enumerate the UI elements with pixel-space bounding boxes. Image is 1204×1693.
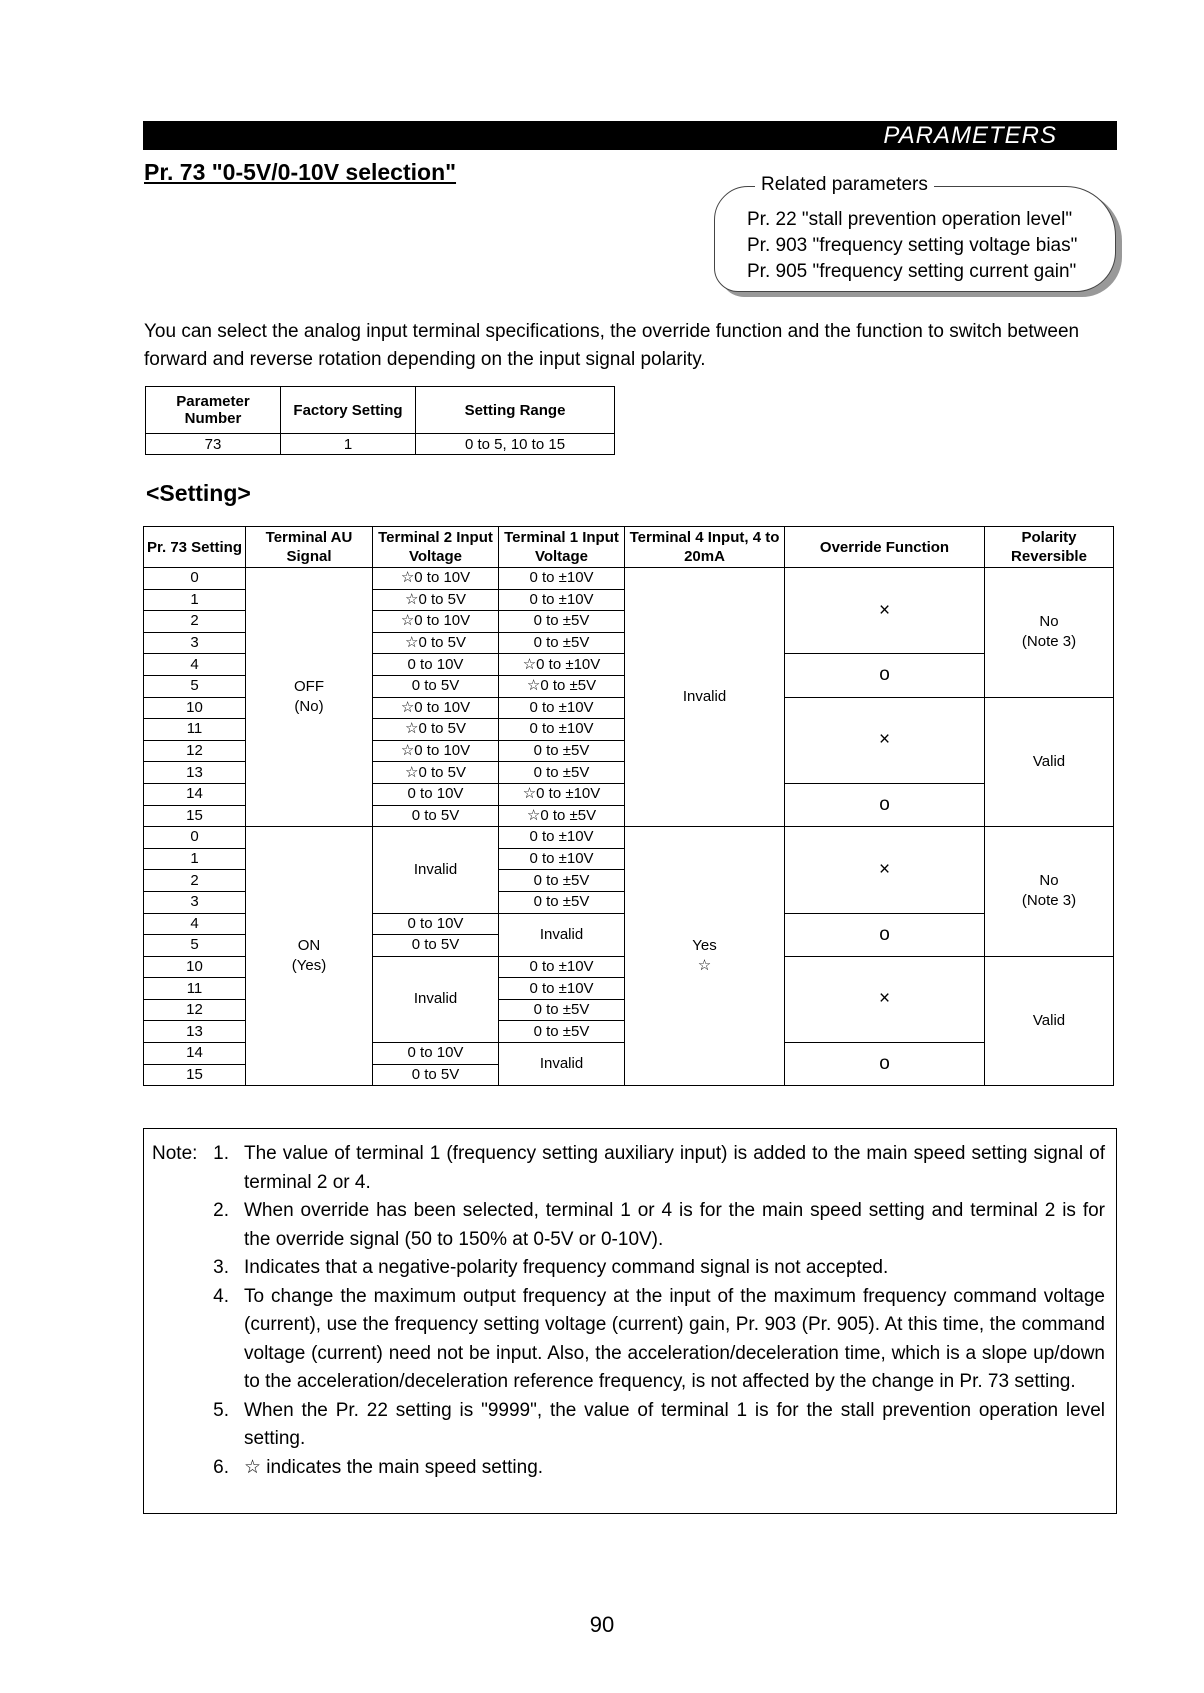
parameter-table xyxy=(145,386,615,455)
setting-value: 10 xyxy=(144,956,246,978)
override-cross: × xyxy=(785,827,985,913)
setting-value: 15 xyxy=(144,805,246,827)
note-item xyxy=(199,1140,1105,1197)
note-text: To change the maximum output frequency at the input of the maximum frequency command voltage (current), use the frequency setting voltage (current) gain, Pr. 903 (Pr. 905). At this time, the command voltage (current) need not be input. Also, the acceleration/deceleration time, which is a slope up/down to the acceleration/deceleration reference frequency, is not affected by the change in Pr. 73 setting. xyxy=(244,1285,1105,1392)
note-item xyxy=(199,1454,1105,1483)
polarity-no: No xyxy=(1039,613,1059,631)
override-circle: o xyxy=(785,654,985,697)
terminal2-invalid: Invalid xyxy=(373,956,499,1042)
polarity-no-cell xyxy=(985,568,1114,698)
terminal2-value: ☆0 to 5V xyxy=(373,719,499,741)
polarity-note3: (Note 3) xyxy=(1021,892,1077,910)
note-item xyxy=(199,1397,1105,1454)
terminal1-value: 0 to ±10V xyxy=(499,827,625,849)
setting-heading: <Setting> xyxy=(146,480,251,506)
note-number: 2. xyxy=(213,1200,229,1221)
setting-value: 1 xyxy=(144,848,246,870)
setting-value: 2 xyxy=(144,870,246,892)
au-on-label: ON xyxy=(297,937,321,955)
terminal2-value: ☆0 to 5V xyxy=(373,632,499,654)
note-number: 5. xyxy=(213,1399,229,1421)
related-item: Pr. 903 "frequency setting voltage bias" xyxy=(747,235,1078,256)
notes-label: Note: xyxy=(152,1143,198,1164)
terminal2-value: 0 to 10V xyxy=(373,654,499,676)
note-text: ☆ indicates the main speed setting. xyxy=(244,1456,544,1478)
param-factory: 1 xyxy=(281,434,416,455)
override-cross: × xyxy=(785,956,985,1042)
terminal1-value: 0 to ±10V xyxy=(499,848,625,870)
terminal2-value: 0 to 5V xyxy=(373,675,499,697)
terminal1-value: ☆0 to ±5V xyxy=(499,675,625,697)
setting-value: 12 xyxy=(144,999,246,1021)
setting-value: 12 xyxy=(144,740,246,762)
main-speed-star-icon: ☆ xyxy=(697,957,712,975)
header-au: Terminal AU Signal xyxy=(246,527,373,568)
setting-table xyxy=(143,526,1114,1086)
setting-value: 0 xyxy=(144,827,246,849)
override-cross: × xyxy=(785,697,985,783)
au-on-sub: (Yes) xyxy=(291,957,327,975)
note-text: When override has been selected, terminal 1 or 4 is for the main speed setting and terminal 2 is for the override signal (50 to 150% at 0-5V or 0-10V). xyxy=(244,1200,1105,1250)
terminal1-invalid: Invalid xyxy=(499,1043,625,1086)
related-parameters-box xyxy=(714,174,1116,292)
terminal1-value: 0 to ±5V xyxy=(499,891,625,913)
terminal1-value: 0 to ±10V xyxy=(499,697,625,719)
setting-value: 5 xyxy=(144,675,246,697)
override-circle: o xyxy=(785,783,985,826)
setting-value: 4 xyxy=(144,654,246,676)
terminal1-value: 0 to ±10V xyxy=(499,568,625,590)
note-text: When the Pr. 22 setting is "9999", the value of terminal 1 is for the stall prevention operation level setting. xyxy=(244,1399,1105,1449)
terminal2-value: 0 to 5V xyxy=(373,935,499,957)
polarity-no-cell xyxy=(985,827,1114,957)
note-number: 1. xyxy=(213,1143,229,1164)
setting-value: 3 xyxy=(144,632,246,654)
au-off-cell xyxy=(246,568,373,827)
page-number: 90 xyxy=(589,1612,615,1637)
param-range: 0 to 5, 10 to 15 xyxy=(416,434,615,455)
header-terminal1: Terminal 1 Input Voltage xyxy=(499,527,625,568)
setting-value: 3 xyxy=(144,891,246,913)
terminal2-invalid: Invalid xyxy=(373,827,499,913)
au-on-cell xyxy=(246,827,373,1086)
setting-value: 14 xyxy=(144,1043,246,1065)
override-circle: o xyxy=(785,913,985,956)
table-row xyxy=(144,568,1114,590)
terminal1-value: 0 to ±10V xyxy=(499,978,625,1000)
terminal2-value: 0 to 10V xyxy=(373,913,499,935)
note-number: 4. xyxy=(213,1285,229,1307)
terminal1-value: 0 to ±5V xyxy=(499,999,625,1021)
param-header-range: Setting Range xyxy=(416,387,615,434)
terminal1-value: 0 to ±10V xyxy=(499,589,625,611)
override-circle: o xyxy=(785,1043,985,1086)
terminal1-value: ☆0 to ±10V xyxy=(499,783,625,805)
note-item xyxy=(199,1283,1105,1397)
section-banner xyxy=(143,121,1117,150)
note-number: 6. xyxy=(213,1456,229,1478)
related-parameters-title: Related parameters xyxy=(755,174,934,196)
au-off-sub: (No) xyxy=(294,698,324,716)
terminal1-value: 0 to ±5V xyxy=(499,1021,625,1043)
polarity-no: No xyxy=(1039,872,1059,890)
param-number: 73 xyxy=(146,434,281,455)
polarity-valid: Valid xyxy=(985,697,1114,827)
terminal1-value: 0 to ±10V xyxy=(499,956,625,978)
setting-value: 4 xyxy=(144,913,246,935)
terminal1-value: 0 to ±10V xyxy=(499,719,625,741)
related-item: Pr. 22 "stall prevention operation level" xyxy=(747,209,1073,230)
param-header-factory: Factory Setting xyxy=(281,387,416,434)
banner-label: PARAMETERS xyxy=(883,122,1057,149)
related-item: Pr. 905 "frequency setting current gain" xyxy=(747,261,1077,282)
setting-value: 11 xyxy=(144,719,246,741)
note-text: The value of terminal 1 (frequency setting auxiliary input) is added to the main speed setting signal of terminal 2 or 4. xyxy=(244,1143,1105,1193)
setting-value: 5 xyxy=(144,935,246,957)
notes-list xyxy=(199,1140,1105,1482)
setting-value: 13 xyxy=(144,762,246,784)
terminal1-invalid: Invalid xyxy=(499,913,625,956)
terminal1-value: 0 to ±5V xyxy=(499,740,625,762)
terminal4-invalid: Invalid xyxy=(625,568,785,827)
header-terminal2: Terminal 2 Input Voltage xyxy=(373,527,499,568)
terminal4-yes-cell xyxy=(625,827,785,1086)
setting-value: 1 xyxy=(144,589,246,611)
setting-value: 11 xyxy=(144,978,246,1000)
terminal2-value: 0 to 5V xyxy=(373,1064,499,1086)
table-row xyxy=(144,827,1114,849)
terminal2-value: 0 to 10V xyxy=(373,783,499,805)
related-parameters-list xyxy=(747,207,1077,285)
setting-header-row xyxy=(144,527,1114,568)
header-polarity: Polarity Reversible xyxy=(985,527,1114,568)
setting-value: 15 xyxy=(144,1064,246,1086)
note-item xyxy=(199,1254,1105,1283)
terminal2-value: 0 to 5V xyxy=(373,805,499,827)
notes-box xyxy=(143,1128,1117,1514)
setting-value: 10 xyxy=(144,697,246,719)
setting-value: 13 xyxy=(144,1021,246,1043)
intro-text: You can select the analog input terminal specifications, the override function and the function to switch between forward and reverse rotation depending on the input signal polarity. xyxy=(144,321,1080,370)
terminal2-value: ☆0 to 10V xyxy=(373,611,499,633)
header-terminal4: Terminal 4 Input, 4 to 20mA xyxy=(625,527,785,568)
setting-value: 14 xyxy=(144,783,246,805)
terminal1-value: 0 to ±5V xyxy=(499,762,625,784)
terminal2-value: ☆0 to 10V xyxy=(373,740,499,762)
polarity-note3: (Note 3) xyxy=(1021,633,1077,651)
terminal2-value: ☆0 to 5V xyxy=(373,762,499,784)
terminal1-value: ☆0 to ±5V xyxy=(499,805,625,827)
terminal1-value: ☆0 to ±10V xyxy=(499,654,625,676)
terminal2-value: ☆0 to 5V xyxy=(373,589,499,611)
terminal1-value: 0 to ±5V xyxy=(499,611,625,633)
note-number: 3. xyxy=(213,1257,229,1278)
setting-value: 2 xyxy=(144,611,246,633)
param-header-number: Parameter Number xyxy=(146,387,281,434)
header-override: Override Function xyxy=(785,527,985,568)
terminal2-value: 0 to 10V xyxy=(373,1043,499,1065)
au-off-label: OFF xyxy=(294,678,324,696)
terminal2-value: ☆0 to 10V xyxy=(373,697,499,719)
setting-value: 0 xyxy=(144,568,246,590)
terminal2-value: ☆0 to 10V xyxy=(373,568,499,590)
note-item xyxy=(199,1197,1105,1254)
note-text: Indicates that a negative-polarity frequency command signal is not accepted. xyxy=(244,1257,889,1278)
terminal4-yes: Yes xyxy=(692,937,717,955)
page-title: Pr. 73 "0-5V/0-10V selection" xyxy=(144,159,457,185)
terminal1-value: 0 to ±5V xyxy=(499,632,625,654)
terminal1-value: 0 to ±5V xyxy=(499,870,625,892)
polarity-valid: Valid xyxy=(985,956,1114,1086)
override-cross: × xyxy=(785,568,985,654)
header-setting: Pr. 73 Setting xyxy=(144,527,246,568)
